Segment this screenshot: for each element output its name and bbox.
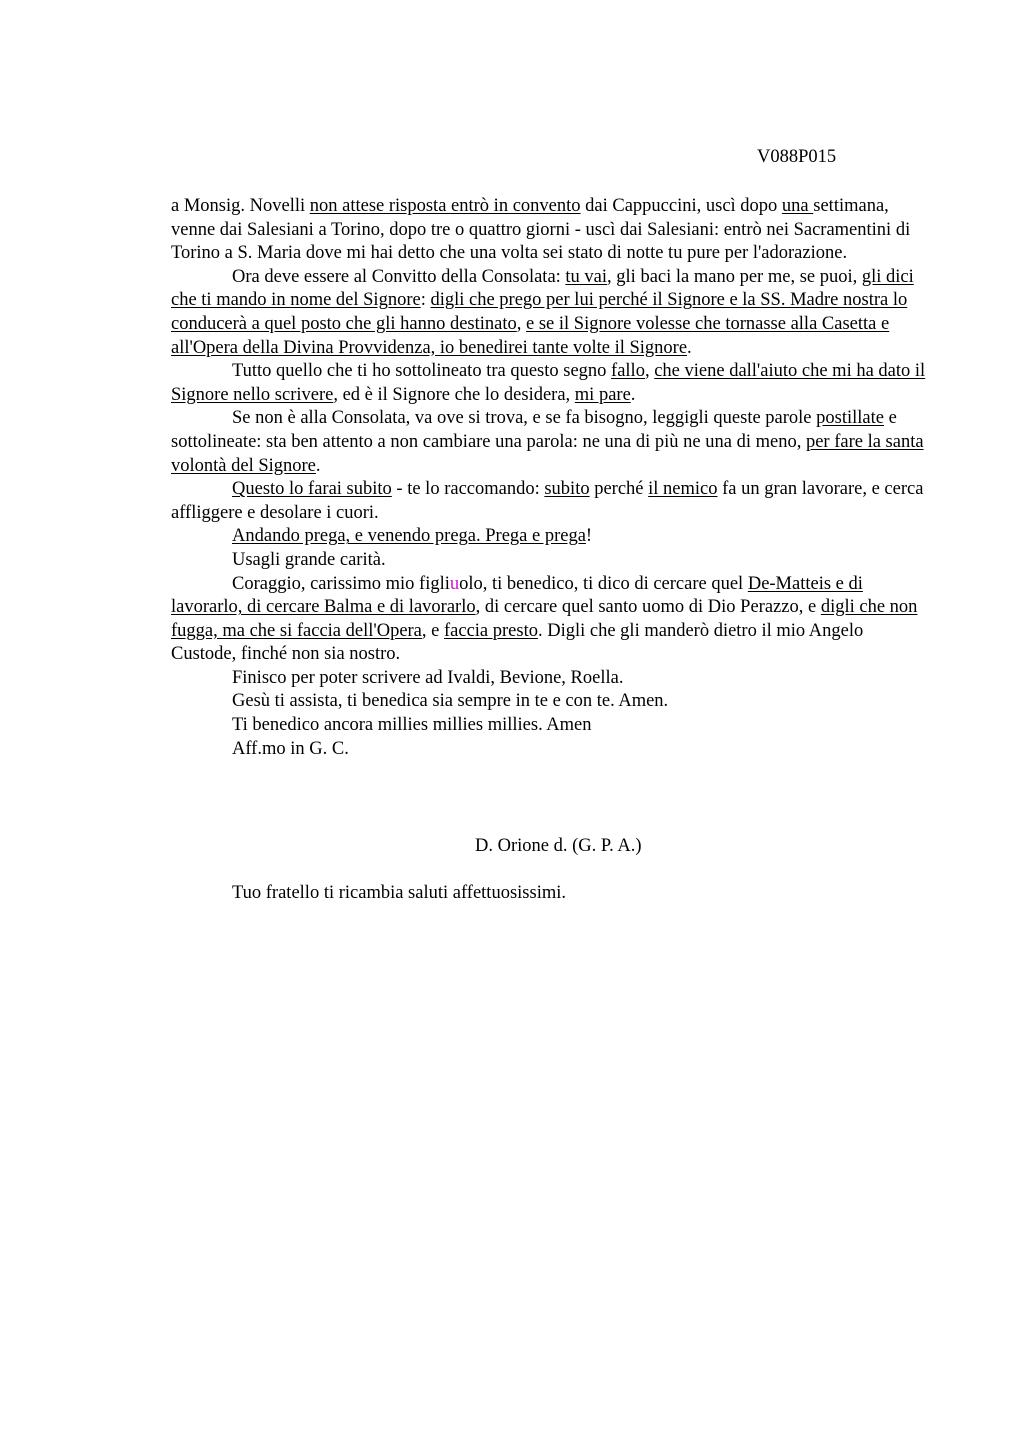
highlighted-letter: u	[449, 573, 460, 594]
paragraph	[171, 195, 931, 266]
text-run: Ti benedico ancora millies millies millies. Amen	[232, 715, 592, 736]
signature: D. Orione d. (G. P. A.)	[475, 836, 642, 856]
text-run: Aff.mo in G. C.	[232, 738, 349, 759]
paragraph	[171, 667, 931, 691]
underlined-text: una	[781, 196, 814, 216]
text-run: Finisco per poter scrivere ad Ivaldi, Bevione, Roella.	[232, 667, 624, 688]
paragraph	[171, 690, 931, 714]
text-run: ,	[516, 313, 526, 334]
text-run: Usagli grande carità.	[232, 549, 386, 570]
underlined-text: Questo lo farai subito	[232, 479, 392, 500]
paragraph	[171, 266, 931, 360]
text-run: . Digli che gli manderò dietro il mio Angelo Custode, finché non sia nostro.	[171, 620, 864, 665]
text-run: a Monsig. Novelli	[171, 196, 310, 216]
text-run: , ed è il Signore che lo desidera,	[333, 384, 575, 405]
text-run: olo, ti benedico, ti dico di cercare quel	[459, 573, 748, 594]
underlined-text: fallo	[611, 361, 645, 382]
text-run: perché	[589, 479, 649, 500]
paragraph	[171, 573, 931, 667]
postscript: Tuo fratello ti ricambia saluti affettuosissimi.	[232, 883, 566, 903]
paragraph	[171, 360, 931, 407]
underlined-text: digli che non fugga, ma che si faccia dell'Opera	[171, 597, 918, 641]
text-run: - te lo raccomando:	[391, 479, 545, 500]
underlined-text: postillate	[816, 408, 884, 429]
underlined-text: subito	[544, 479, 590, 500]
text-run: :	[420, 290, 431, 311]
underlined-text: il nemico	[648, 479, 718, 500]
underlined-text: digli che prego per lui perché il Signore e la SS. Madre nostra lo conducerà a quel posto che gli hanno destinato	[171, 290, 908, 334]
paragraph	[171, 525, 931, 549]
underlined-text: tu vai	[565, 266, 608, 287]
text-run: Tutto quello che ti ho sottolineato tra questo segno	[232, 361, 612, 382]
text-run: fa un gran lavorare, e cerca affliggere e desolare i cuori.	[171, 479, 924, 523]
text-run: , e	[421, 620, 444, 641]
letter-body	[171, 195, 931, 761]
text-run: settimana, venne dai Salesiani a Torino, dopo tre o quattro giorni - uscì dai Salesiani: entrò nei Sacramentini di Torino a S. Maria dove mi hai detto che una volta sei stato di notte tu pure per l'adorazione.	[171, 196, 911, 264]
underlined-text: che viene dall'aiuto che mi ha dato il Signore nello scrivere	[171, 361, 926, 405]
underlined-text: per fare la santa volontà del Signore	[171, 431, 924, 476]
text-run: dai Cappuccini, uscì dopo	[580, 196, 782, 216]
underlined-text: mi pare	[574, 384, 631, 405]
underlined-text: gli dici che ti mando in nome del Signore	[171, 266, 914, 311]
page-identifier: V088P015	[757, 147, 837, 167]
text-run: .	[315, 455, 321, 476]
text-run: Ora deve essere al Convitto della Consolata:	[232, 266, 566, 287]
text-run: Coraggio, carissimo mio figli	[232, 573, 450, 594]
text-run: !	[585, 526, 593, 547]
underlined-text: faccia presto	[444, 620, 538, 641]
text-run: , gli baci la mano per me, se puoi,	[607, 266, 862, 287]
text-run: .	[687, 337, 692, 358]
paragraph	[171, 478, 931, 525]
text-run: e sottolineate: sta ben attento a non cambiare una parola: ne una di più ne una di meno,	[171, 408, 897, 452]
paragraph	[171, 549, 931, 573]
text-run: Gesù ti assista, ti benedica sia sempre in te e con te. Amen.	[232, 691, 669, 712]
underlined-text: De-Matteis e di lavorarlo, di cercare Balma e di lavorarlo	[171, 573, 863, 618]
text-run: .	[630, 384, 636, 405]
underlined-text: e se il Signore volesse che tornasse alla Casetta e all'Opera della Divina Provvidenza, io benedirei tante volte il Signore	[171, 313, 890, 358]
underlined-text: Andando prega, e venendo prega. Prega e prega	[232, 526, 586, 547]
paragraph	[171, 714, 931, 738]
text-run: Se non è alla Consolata, va ove si trova, e se fa bisogno, leggigli queste parole	[232, 408, 817, 429]
paragraph	[171, 407, 931, 478]
underlined-text: non attese risposta entrò in convento	[309, 196, 581, 216]
text-run: ,	[644, 361, 655, 382]
paragraph	[171, 738, 931, 762]
text-run: , di cercare quel santo uomo di Dio Perazzo, e	[475, 597, 821, 618]
